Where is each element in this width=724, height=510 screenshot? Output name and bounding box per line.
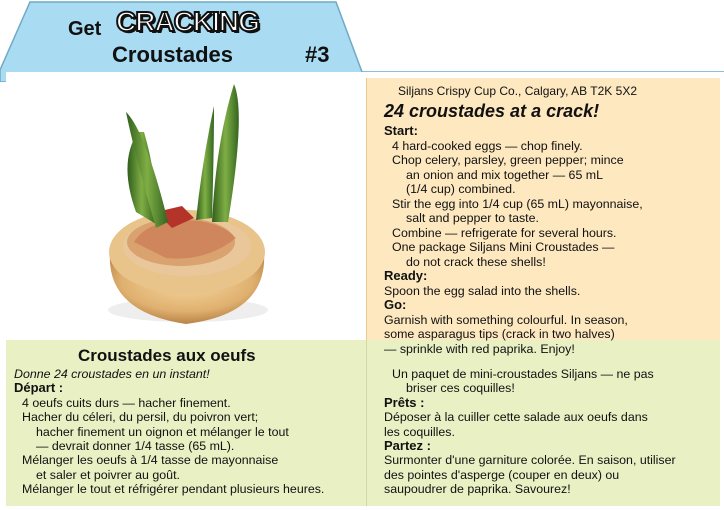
start-line: do not crack these shells! <box>406 254 546 269</box>
tab-brand-logo: CRACKING <box>116 6 259 37</box>
package-line: Un paquet de mini-croustades Siljans — ne pas <box>392 367 654 381</box>
partez-line: saupoudrer de paprika. Savourez! <box>384 482 571 497</box>
go-label: Go: <box>384 297 407 312</box>
depart-line: — devrait donner 1/4 tasse (65 mL). <box>36 439 235 454</box>
start-line: One package Siljans Mini Croustades — <box>392 240 615 254</box>
ready-label: Ready: <box>384 268 428 283</box>
depart-line: Hacher du céleri, du persil, du poivron vert; <box>22 410 259 425</box>
tab-shape <box>0 0 724 82</box>
go-line: — sprinkle with red paprika. Enjoy! <box>384 341 575 356</box>
ready-text: Spoon the egg salad into the shells. <box>384 283 581 298</box>
croustade-photo-icon <box>6 72 366 340</box>
package-line: briser ces coquilles! <box>406 381 515 396</box>
company-address: Siljans Crispy Cup Co., Calgary, AB T2K 5X2 <box>398 84 637 98</box>
prets-line: les coquilles. <box>384 424 455 439</box>
start-line: an onion and mix together — 65 mL <box>406 167 603 182</box>
header-tab <box>0 0 724 82</box>
partez-label: Partez : <box>384 438 431 454</box>
start-line: Chop celery, parsley, green pepper; mince <box>392 153 624 167</box>
panel-divider <box>366 340 367 506</box>
depart-line: et saler et poivrer au goût. <box>36 467 180 482</box>
french-title: Croustades aux oeufs <box>78 346 256 365</box>
start-label: Start: <box>384 123 418 138</box>
go-line: some asparagus tips (crack in two halves) <box>384 327 615 341</box>
english-headline: 24 croustades at a crack! <box>384 101 600 121</box>
partez-line: des pointes d'asperge (couper en deux) ou <box>384 467 620 482</box>
start-line: 4 hard-cooked eggs — chop finely. <box>392 138 583 153</box>
depart-line: Mélanger les oeufs à 1/4 tasse de mayonnaise <box>22 453 279 468</box>
tab-get-label: Get <box>68 18 102 40</box>
depart-line: hacher finement un oignon et mélanger le tout <box>36 424 289 439</box>
tab-number: #3 <box>305 42 330 67</box>
partez-line: Surmonter d'une garniture colorée. En saison, utiliser <box>384 453 676 468</box>
start-line: salt and pepper to taste. <box>406 211 539 225</box>
depart-label: Départ : <box>14 380 64 396</box>
french-instructions-left <box>14 367 364 497</box>
start-line: Combine — refrigerate for several hours. <box>392 225 617 240</box>
depart-line: 4 oeufs cuits durs — hacher finement. <box>22 395 231 410</box>
tab-title: Croustades <box>112 42 234 67</box>
english-instructions <box>384 124 714 356</box>
french-instructions-right <box>384 367 714 497</box>
start-line: (1/4 cup) combined. <box>406 182 516 196</box>
prets-line: Déposer à la cuiller cette salade aux oeufs dans <box>384 410 648 425</box>
prets-label: Prêts : <box>384 394 425 410</box>
go-line: Garnish with something colourful. In season, <box>384 312 628 327</box>
start-line: Stir the egg into 1/4 cup (65 mL) mayonnaise, <box>392 196 643 211</box>
french-subtitle: Donne 24 croustades en un instant! <box>14 367 210 381</box>
depart-line: Mélanger le tout et réfrigérer pendant plusieurs heures. <box>22 482 325 497</box>
croustade-photo <box>6 72 366 340</box>
